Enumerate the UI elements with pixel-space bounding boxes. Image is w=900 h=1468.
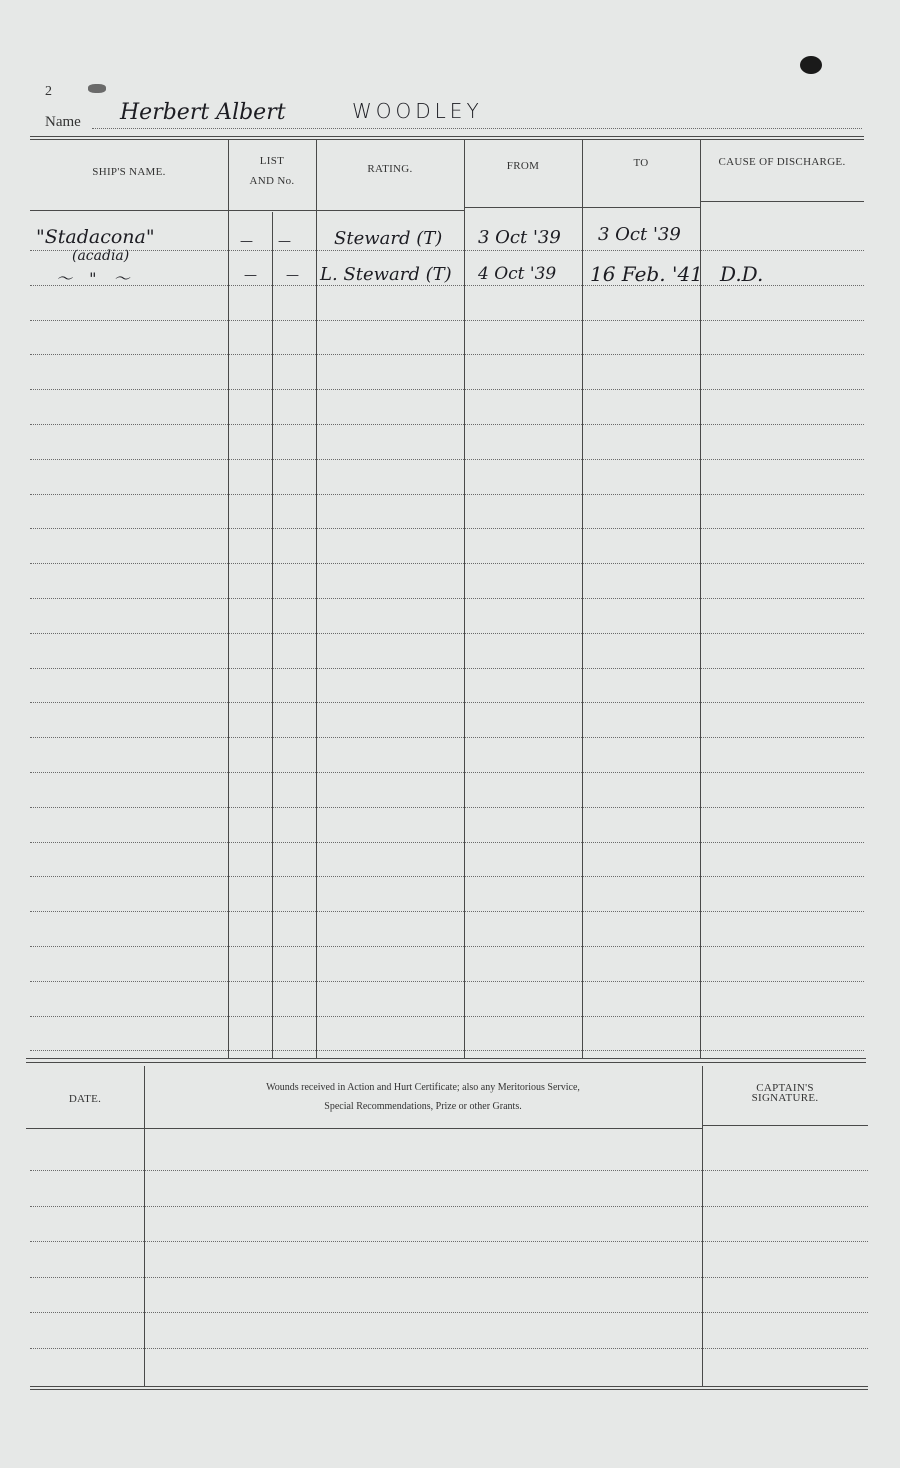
row2-cause: D.D. — [720, 262, 764, 286]
service-row-line — [30, 459, 864, 460]
service-row-line — [30, 876, 864, 877]
awards-header-rule-2 — [144, 1128, 702, 1129]
service-row-line — [30, 946, 864, 947]
name-label: Name — [45, 114, 81, 130]
awards-row-line — [30, 1348, 868, 1349]
service-row-line — [30, 389, 864, 390]
row1-from: 3 Oct '39 — [478, 227, 561, 248]
service-row-line — [30, 1016, 864, 1017]
header-bottom-rule — [30, 210, 464, 211]
header-cause: CAUSE OF DISCHARGE. — [718, 156, 846, 168]
service-row-line — [30, 807, 864, 808]
service-row-line — [30, 494, 864, 495]
header-list-line2: AND No. — [249, 175, 295, 187]
service-row-line — [30, 911, 864, 912]
col-divider-rating — [464, 140, 465, 1058]
header-to: TO — [633, 157, 649, 169]
service-row-line — [30, 563, 864, 564]
service-row-line — [30, 598, 864, 599]
row1-list2: — — [278, 234, 291, 249]
awards-header-rule — [26, 1128, 144, 1129]
awards-header-date: DATE. — [68, 1093, 102, 1105]
col-divider-list-mid — [272, 212, 273, 1058]
awards-bottom-rule-2 — [30, 1389, 868, 1390]
service-row-line — [30, 250, 864, 251]
awards-header-wounds-line2: Special Recommendations, Prize or other Grants. — [324, 1101, 522, 1112]
row2-list2: — — [286, 268, 299, 283]
surname-handwritten: WOODLEY — [352, 99, 483, 123]
row1-rating: Steward (T) — [334, 228, 443, 249]
row2-list1: — — [244, 268, 257, 283]
awards-row-line — [30, 1277, 868, 1278]
row2-rating: L. Steward (T) — [320, 264, 452, 285]
row2-to: 16 Feb. '41 — [590, 262, 703, 286]
row1-to: 3 Oct '39 — [598, 224, 681, 245]
service-row-line — [30, 737, 864, 738]
name-handwritten: Herbert Albert — [120, 100, 286, 125]
row2-from: 4 Oct '39 — [478, 264, 557, 284]
punch-hole — [800, 56, 822, 74]
service-row-line — [30, 981, 864, 982]
table-bottom-rule-2 — [26, 1062, 866, 1063]
service-row-line — [30, 424, 864, 425]
service-row-line — [30, 633, 864, 634]
awards-bottom-rule — [30, 1386, 868, 1387]
header-from: FROM — [506, 160, 540, 172]
header-bottom-rule-2 — [464, 207, 700, 208]
table-top-rule-2 — [30, 139, 864, 140]
col-divider-from — [582, 140, 583, 1058]
awards-header-rule-3 — [702, 1125, 868, 1126]
service-row-line — [30, 528, 864, 529]
page-number: 2 — [45, 84, 52, 99]
service-row-line — [30, 842, 864, 843]
service-row-line — [30, 1050, 864, 1051]
awards-row-line — [30, 1206, 868, 1207]
table-top-rule — [30, 136, 864, 137]
service-row-line — [30, 354, 864, 355]
awards-row-line — [30, 1170, 868, 1171]
row1-ship: "Stadacona" — [36, 226, 155, 248]
header-ships-name: SHIP'S NAME. — [92, 166, 166, 178]
awards-col-divider-signature — [702, 1066, 703, 1386]
service-row-line — [30, 668, 864, 669]
col-divider-ship — [228, 140, 229, 1058]
awards-col-divider-date — [144, 1066, 145, 1386]
header-bottom-rule-3 — [700, 201, 864, 202]
row2-ship-ditto: 〜 " 〜 — [56, 269, 136, 288]
header-list-line1: LIST — [259, 155, 285, 167]
awards-header-captain-line2: SIGNATURE. — [751, 1092, 819, 1104]
name-dotted-line — [92, 128, 862, 129]
service-row-line — [30, 702, 864, 703]
row1-ship-note: (acadia) — [72, 248, 130, 264]
header-rating: RATING. — [367, 163, 413, 175]
row1-list1: — — [240, 234, 253, 249]
service-row-line — [30, 772, 864, 773]
punch-hole-tear — [88, 84, 106, 93]
col-divider-list — [316, 140, 317, 1058]
service-row-line — [30, 320, 864, 321]
awards-header-wounds-line1: Wounds received in Action and Hurt Certificate; also any Meritorious Service, — [266, 1082, 580, 1093]
awards-row-line — [30, 1241, 868, 1242]
awards-row-line — [30, 1312, 868, 1313]
table-bottom-rule — [26, 1058, 866, 1059]
awards-header-captain-line1: CAPTAIN'S — [756, 1082, 814, 1094]
